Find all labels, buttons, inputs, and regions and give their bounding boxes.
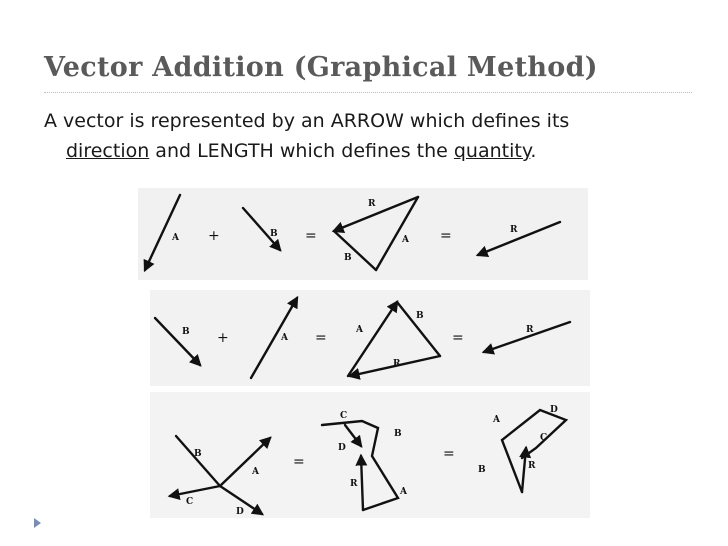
row1-tri-label-b: B [344, 253, 352, 263]
row2-equals-2: = [452, 330, 464, 346]
row3-p2-label-a: A [493, 415, 500, 425]
direction-term: direction [66, 140, 150, 162]
row1-label-b: B [270, 229, 278, 239]
row2-label-b: B [182, 327, 190, 337]
row3-p1-label-d: D [338, 443, 346, 453]
row3-p1-label-r: R [350, 479, 358, 489]
row3-label-d: D [236, 507, 244, 517]
row3-p2-label-r: R [528, 461, 536, 471]
body-line-2-end: . [530, 140, 537, 162]
row2-result-label-r: R [526, 325, 534, 335]
row1-equals: = [305, 228, 317, 244]
row1-tri-label-r: R [368, 199, 376, 209]
row3-label-a: A [252, 467, 259, 477]
row3-p2-label-c: C [540, 433, 548, 443]
row2-plus: + [217, 330, 229, 346]
row1-tri-label-a: A [402, 235, 409, 245]
row2-equals: = [315, 330, 327, 346]
row3-label-c: C [186, 497, 194, 507]
row3-equals: = [293, 454, 305, 470]
scan-panel-3 [150, 392, 590, 518]
row2-tri-label-a: A [356, 325, 363, 335]
row1-equals-2: = [440, 228, 452, 244]
row3-label-b: B [194, 449, 202, 459]
slide-title: Vector Addition (Graphical Method) [44, 52, 598, 83]
row3-p2-label-d: D [550, 405, 558, 415]
row2-tri-label-b: B [416, 311, 424, 321]
body-line-1: A vector is represented by an ARROW which defines its [44, 110, 570, 132]
row3-p1-label-c: C [340, 411, 348, 421]
row2-label-a: A [281, 333, 288, 343]
quantity-term: quantity [453, 140, 531, 162]
row3-p1-label-a: A [400, 487, 407, 497]
body-line-2-mid: and LENGTH which defines the [149, 140, 454, 162]
row1-label-a: A [172, 233, 179, 243]
row2-tri-label-r: R [393, 359, 401, 369]
row3-equals-2: = [443, 446, 455, 462]
slide-bullet-icon [34, 518, 41, 528]
row1-plus: + [208, 228, 220, 244]
row1-result-label-r: R [510, 225, 518, 235]
scan-panel-1 [138, 188, 588, 280]
row3-p2-label-b: B [478, 465, 486, 475]
row3-p1-label-b: B [394, 429, 402, 439]
